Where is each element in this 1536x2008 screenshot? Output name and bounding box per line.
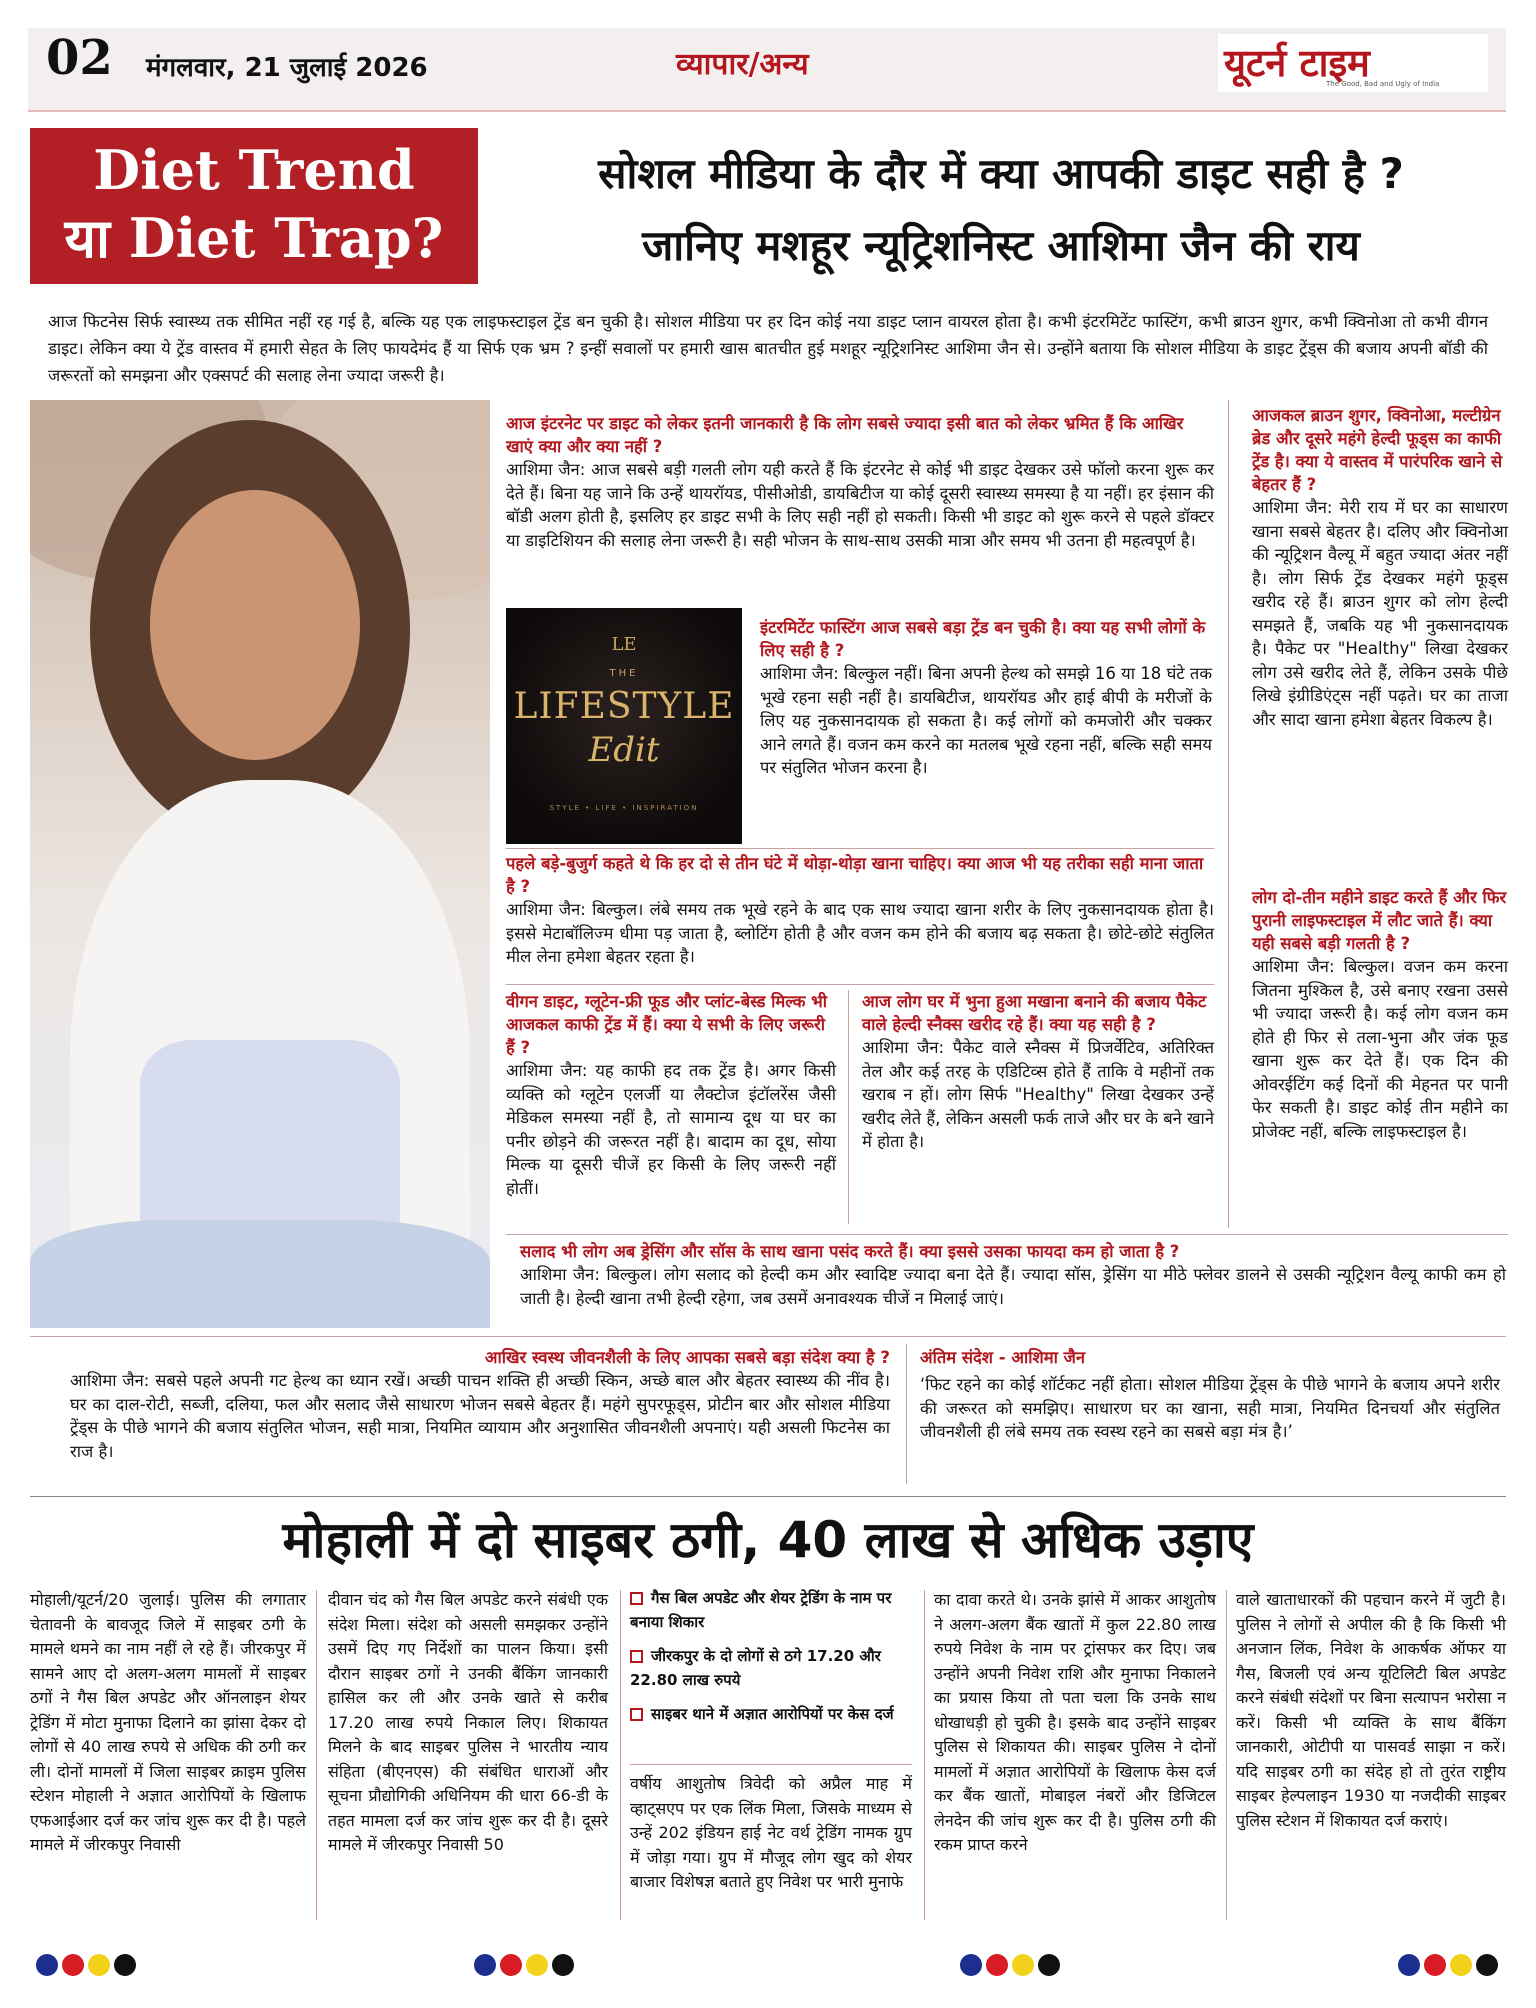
logo-text: यूटर्न टाइम: [1224, 41, 1370, 85]
registration-dot: [1012, 1954, 1034, 1976]
registration-dot: [1450, 1954, 1472, 1976]
feature-title-box: [30, 128, 478, 284]
newspaper-logo: [1218, 34, 1488, 92]
page-number: 02: [46, 30, 113, 86]
qa-block-6: [1252, 404, 1508, 731]
question: आज इंटरनेट पर डाइट को लेकर इतनी जानकारी है कि लोग सबसे ज्यादा इसी बात को लेकर भ्रमित हैं कि आखिर खाएं क्या और क्या नहीं ?: [506, 414, 1184, 456]
highlight-item: गैस बिल अपडेट और शेयर ट्रेडिंग के नाम पर बनाया शिकार: [630, 1589, 892, 1631]
nutritionist-photo: [30, 400, 490, 1328]
qa-block-8: [520, 1240, 1506, 1310]
question: लोग दो-तीन महीने डाइट करते हैं और फिर पुरानी लाइफस्टाइल में लौट जाते हैं। क्या यही सबसे बड़ी गलती है ?: [1252, 888, 1507, 953]
qa-block-2: [760, 616, 1212, 780]
logo-tagline: The Good, Bad and Ugly of India: [1326, 80, 1440, 88]
qa-block-4: [506, 990, 836, 1200]
registration-dots-far-right: [1398, 1954, 1498, 1976]
news-column-2: दीवान चंद को गैस बिल अपडेट करने संबंधी एक संदेश मिला। संदेश को असली समझकर उन्होंने उसमें दिए गए निर्देशों का पालन किया। इसी दौरान साइबर ठगों ने उनकी बैंकिंग जानकारी हासिल कर ली और उनके खाते से करीब 17.20 लाख रुपये निकाल लिए। शिकायत मिलने के बाद साइबर पुलिस ने भारतीय न्याय संहिता (बीएनएस) की संबंधित धाराओं और सूचना प्रौद्योगिकी अधिनियम की धारा 66-डी के तहत मामला दर्ज कर जांच शुरू कर दी है। दूसरे मामले में जीरकपुर निवासी 50: [328, 1590, 608, 1854]
divider: [1226, 1590, 1227, 1920]
divider: [1228, 400, 1229, 1228]
qa-block-3: [506, 852, 1214, 969]
final-message: [920, 1346, 1500, 1444]
lifestyle-edit-logo: [506, 608, 742, 844]
answer: आशिमा जैन: मेरी राय में घर का साधारण खाना सबसे बेहतर है। दलिए और क्विनोआ की न्यूट्रिशन वैल्यू में बहुत ज्यादा अंतर नहीं है। लोग सिर्फ ट्रेंड देखकर महंगे फूड्स खरीद रहे हैं। ब्राउन शुगर को लोग हेल्दी समझते हैं, जबकि यह भी नुकसानदायक है। पैकेट पर "Healthy" लिखा देखकर लोग उसे खरीद लेते हैं, लेकिन उसके पीछे लिखे इंग्रीडिएंट्स नहीं पढ़ते। घर का ताजा और सादा खाना हमेशा बेहतर विकल्प है।: [1252, 498, 1508, 729]
issue-date: मंगलवार, 21 जुलाई 2026: [146, 53, 428, 83]
highlight-item: साइबर थाने में अज्ञात आरोपियों पर केस दर्ज: [630, 1702, 912, 1726]
news-highlights: [630, 1586, 912, 1756]
answer: आशिमा जैन: यह काफी हद तक ट्रेंड है। अगर किसी व्यक्ति को ग्लूटेन एलर्जी या लैक्टोज इंटॉलरेंस जैसी मेडिकल समस्या नहीं है, तो सामान्य दूध या घर का पनीर छोड़ने की जरूरत नहीं है। बादाम का दूध, सोया मिल्क या दूसरी चीजें हर किसी के लिए जरूरी नहीं होतीं।: [506, 1061, 836, 1198]
registration-dot: [1424, 1954, 1446, 1976]
bullet-square-icon: [630, 1708, 643, 1721]
answer: आशिमा जैन: बिल्कुल। लोग सलाद को हेल्दी कम और स्वादिष्ट ज्यादा बना देते हैं। ज्यादा सॉस, ड्रेसिंग या मीठे फ्लेवर डालने से उसकी न्यूट्रिशन वैल्यू काफी कम हो जाती है। हेल्दी खाना तभी हेल्दी रहेगा, जब उसमें अनावश्यक चीजें न मिलाई जाएं।: [520, 1265, 1506, 1308]
registration-dot: [552, 1954, 574, 1976]
divider: [30, 1496, 1506, 1497]
registration-dot: [474, 1954, 496, 1976]
divider: [506, 1234, 1508, 1235]
feature-title-line1: Diet Trend: [93, 138, 415, 202]
answer: आशिमा जैन: आज सबसे बड़ी गलती लोग यही करते हैं कि इंटरनेट से कोई भी डाइट देखकर उसे फॉलो करना शुरू कर देते हैं। बिना यह जाने कि उन्हें थायरॉयड, पीसीओडी, डायबिटीज या कोई दूसरी स्वास्थ्य समस्या है या नहीं। हर इंसान की बॉडी अलग होती है, इसलिए हर डाइट सभी के लिए सही नहीं हो सकती। किसी भी डाइट को शुरू करने से पहले डॉक्टर या डाइटिशियन की सलाह लेना जरूरी है। सही भोजन के साथ-साथ उसकी मात्रा और समय भी उतना ही महत्वपूर्ण है।: [506, 460, 1214, 550]
divider: [630, 1764, 912, 1765]
divider: [30, 1336, 1506, 1337]
final-message-text: ‘फिट रहने का कोई शॉर्टकट नहीं होता। सोशल मीडिया ट्रेंड्स के पीछे भागने के बजाय अपने शरीर की जरूरत को समझिए। साधारण घर का खाना, सही मात्रा, नियमित दिनचर्या और संतुलित जीवनशैली ही लंबे समय तक स्वस्थ रहने का सबसे बड़ा मंत्र है।’: [920, 1375, 1500, 1441]
lifestyle-word: LIFESTYLE: [513, 686, 735, 727]
feature-title-line2: या Diet Trap?: [64, 206, 444, 270]
section-label: व्यापार/अन्य: [676, 47, 809, 82]
answer: आशिमा जैन: पैकेट वाले स्नैक्स में प्रिजर्वेटिव, अतिरिक्त तेल और कई तरह के एडिटिव्स होते हैं ताकि वे महीनों तक खराब न हों। लोग सिर्फ "Healthy" लिखा देखकर उन्हें खरीद लेते हैं, लेकिन असली फर्क ताजे और घर के बने खाने में होता है।: [862, 1038, 1214, 1151]
qa-block-9: [70, 1346, 890, 1463]
answer: आशिमा जैन: बिल्कुल। लंबे समय तक भूखे रहने के बाद एक साथ ज्यादा खाना शरीर के लिए नुकसानदायक होता है। इससे मेटाबॉलिज्म धीमा पड़ जाता है, ब्लोटिंग होती है और वजन कम होने की बजाय बढ़ सकता है। छोटे-छोटे संतुलित मील लेना हमेशा बेहतर रहता है।: [506, 900, 1214, 966]
registration-dot: [1398, 1954, 1420, 1976]
question: वीगन डाइट, ग्लूटेन-फ्री फूड और प्लांट-बेस्ड मिल्क भी आजकल काफी ट्रेंड में हैं। क्या ये सभी के लिए जरूरी हैं ?: [506, 992, 828, 1057]
registration-dots-right: [960, 1954, 1060, 1976]
bullet-square-icon: [630, 1592, 643, 1605]
divider: [506, 848, 1214, 849]
registration-dot: [500, 1954, 522, 1976]
question: आज लोग घर में भुना हुआ मखाना बनाने की बजाय पैकेट वाले हेल्दी स्नैक्स खरीद रहे हैं। क्या यह सही है ?: [862, 992, 1207, 1034]
question: पहले बड़े-बुजुर्ग कहते थे कि हर दो से तीन घंटे में थोड़ा-थोड़ा खाना चाहिए। क्या आज भी यह तरीका सही माना जाता है ?: [506, 854, 1204, 896]
lifestyle-the: THE: [609, 668, 639, 679]
divider: [316, 1590, 317, 1920]
registration-dots-center: [474, 1954, 574, 1976]
final-message-title: अंतिम संदेश - आशिमा जैन: [920, 1348, 1086, 1367]
question: सलाद भी लोग अब ड्रेसिंग और सॉस के साथ खाना पसंद करते हैं। क्या इससे उसका फायदा कम हो जाता है ?: [520, 1242, 1180, 1261]
registration-dots-left: [36, 1954, 136, 1976]
divider: [506, 984, 1214, 985]
divider: [906, 1344, 907, 1484]
news-headline: मोहाली में दो साइबर ठगी, 40 लाख से अधिक उड़ाए: [282, 1511, 1254, 1569]
news-column-4: का दावा करते थे। उनके झांसे में आकर आशुतोष ने अलग-अलग बैंक खातों में कुल 22.80 लाख रुपये निवेश के नाम पर ट्रांसफर कर दिए। जब उन्होंने अपनी निवेश राशि और मुनाफा निकालने का प्रयास किया तो पता चला कि उनके साथ धोखाधड़ी हो चुकी है। इसके बाद उन्होंने साइबर पुलिस से शिकायत की। साइबर पुलिस ने दोनों मामलों में अज्ञात आरोपियों के खिलाफ केस दर्ज कर बैंक खातों, मोबाइल नंबरों और डिजिटल लेनदेन की जांच शुरू कर दी है। पुलिस ठगी की रकम प्राप्त करने: [934, 1590, 1216, 1854]
news-column-1: मोहाली/यूटर्न/20 जुलाई। पुलिस की लगातार चेतावनी के बावजूद जिले में साइबर ठगी के मामले थमने का नाम नहीं ले रहे हैं। जीरकपुर में सामने आए दो अलग-अलग मामलों में साइबर ठगों ने गैस बिल अपडेट और ऑनलाइन शेयर ट्रेडिंग में मोटा मुनाफा दिलाने का झांसा देकर दो लोगों से 40 लाख रुपये से अधिक की ठगी कर ली। दोनों मामलों में जिला साइबर क्राइम पुलिस स्टेशन मोहाली ने अज्ञात आरोपियों के खिलाफ एफआईआर दर्ज कर जांच शुरू कर दी है। पहले मामले में जीरकपुर निवासी: [30, 1590, 306, 1854]
answer: आशिमा जैन: बिल्कुल। वजन कम करना जितना मुश्किल है, उसे बनाए रखना उससे भी ज्यादा जरूरी है। कई लोग वजन कम होते ही फिर से तला-भुना और जंक फूड खाना शुरू कर देते हैं। एक दिन की ओवरईटिंग कई दिनों की मेहनत पर पानी फेर सकती है। डाइट कोई तीन महीने का प्रोजेक्ट नहीं, बल्कि लाइफस्टाइल है।: [1252, 957, 1508, 1141]
registration-dot: [1038, 1954, 1060, 1976]
answer: आशिमा जैन: बिल्कुल नहीं। बिना अपनी हेल्थ को समझे 16 या 18 घंटे तक भूखे रहना सही नहीं है। डायबिटीज, थायरॉयड और हाई बीपी के मरीजों के लिए यह नुकसानदायक हो सकता है। कई लोगों को कमजोरी और चक्कर आने लगते हैं। वजन कम करने का मतलब भूखे रहना नहीं, बल्कि सही समय पर संतुलित भोजन करना है।: [760, 664, 1212, 777]
news-column-5: वाले खाताधारकों की पहचान करने में जुटी है। पुलिस ने लोगों से अपील की है कि किसी भी अनजान लिंक, निवेश के आकर्षक ऑफर या गैस, बिजली एवं अन्य यूटिलिटी बिल अपडेट करने संबंधी संदेशों पर बिना सत्यापन भरोसा न करें। किसी भी व्यक्ति के साथ बैंकिंग जानकारी, ओटीपी या पासवर्ड साझा न करें। यदि साइबर ठगी का संदेह हो तो तुरंत राष्ट्रीय साइबर हेल्पलाइन 1930 या नजदीकी साइबर पुलिस स्टेशन में शिकायत दर्ज कराएं।: [1236, 1590, 1506, 1830]
qa-block-1: [506, 412, 1214, 552]
divider: [620, 1590, 621, 1920]
feature-intro: आज फिटनेस सिर्फ स्वास्थ्य तक सीमित नहीं रह गई है, बल्कि यह एक लाइफस्टाइल ट्रेंड बन चुकी है। सोशल मीडिया पर हर दिन कोई नया डाइट प्लान वायरल होता है। कभी इंटरमिटेंट फास्टिंग, कभी ब्राउन शुगर, कभी क्विनोआ तो कभी वीगन डाइट। लेकिन क्या ये ट्रेंड वास्तव में हमारी सेहत के लिए फायदेमंद हैं या सिर्फ एक भ्रम ? इन्हीं सवालों पर हमारी खास बातचीत हुई मशहूर न्यूट्रिशनिस्ट आशिमा जैन से। उन्होंने बताया कि सोशल मीडिया के डाइट ट्रेंड्स की बजाय अपनी बॉडी की जरूरतों को समझना और एक्सपर्ट की सलाह लेना ज्यादा जरूरी है।: [48, 312, 1488, 385]
lifestyle-edit: Edit: [588, 730, 660, 770]
highlight-item: जीरकपुर के दो लोगों से ठगे 17.20 और 22.80 लाख रुपये: [630, 1647, 881, 1689]
lifestyle-monogram: LE: [611, 634, 637, 655]
qa-block-5: [862, 990, 1214, 1154]
qa-block-7: [1252, 886, 1508, 1143]
registration-dot: [114, 1954, 136, 1976]
question: आजकल ब्राउन शुगर, क्विनोआ, मल्टीग्रेन ब्रेड और दूसरे महंगे हेल्दी फूड्स का काफी ट्रेंड है। क्या ये वास्तव में पारंपरिक खाने से बेहतर हैं ?: [1252, 406, 1503, 494]
registration-dot: [960, 1954, 982, 1976]
registration-dot: [526, 1954, 548, 1976]
bullet-square-icon: [630, 1650, 643, 1663]
answer: आशिमा जैन: सबसे पहले अपनी गट हेल्थ का ध्यान रखें। अच्छी पाचन शक्ति ही अच्छी स्किन, अच्छे बाल और बेहतर स्वास्थ्य की नींव है। घर का दाल-रोटी, सब्जी, दलिया, फल और सलाद जैसे साधारण भोजन सबसे बेहतर हैं। महंगे सुपरफूड्स, प्रोटीन बार और सोशल मीडिया ट्रेंड्स के पीछे भागने की बजाय संतुलित भोजन, सही मात्रा, नियमित व्यायाम और अनुशासित जीवनशैली अपनाएं। यही असली फिटनेस का राज है।: [70, 1371, 890, 1461]
registration-dot: [986, 1954, 1008, 1976]
divider: [848, 990, 849, 1224]
question: इंटरमिटेंट फास्टिंग आज सबसे बड़ा ट्रेंड बन चुकी है। क्या यह सभी लोगों के लिए सही है ?: [760, 618, 1206, 660]
feature-headline-1: सोशल मीडिया के दौर में क्या आपकी डाइट सही है ?: [598, 149, 1404, 198]
registration-dot: [1476, 1954, 1498, 1976]
question: आखिर स्वस्थ जीवनशैली के लिए आपका सबसे बड़ा संदेश क्या है ?: [484, 1348, 890, 1367]
divider: [924, 1590, 925, 1920]
registration-dot: [88, 1954, 110, 1976]
lifestyle-tagline: STYLE • LIFE • INSPIRATION: [549, 804, 699, 812]
registration-dot: [36, 1954, 58, 1976]
registration-dot: [62, 1954, 84, 1976]
feature-headline-2: जानिए मशहूर न्यूट्रिशनिस्ट आशिमा जैन की राय: [642, 221, 1360, 270]
news-column-3: वर्षीय आशुतोष त्रिवेदी को अप्रैल माह में व्हाट्सएप पर एक लिंक मिला, जिसके माध्यम से उन्हें 202 इंडियन हाई नेट वर्थ ट्रेडिंग नामक ग्रुप में जोड़ा गया। ग्रुप में मौजूद लोग खुद को शेयर बाजार विशेषज्ञ बताते हुए निवेश पर भारी मुनाफे: [630, 1774, 912, 1891]
